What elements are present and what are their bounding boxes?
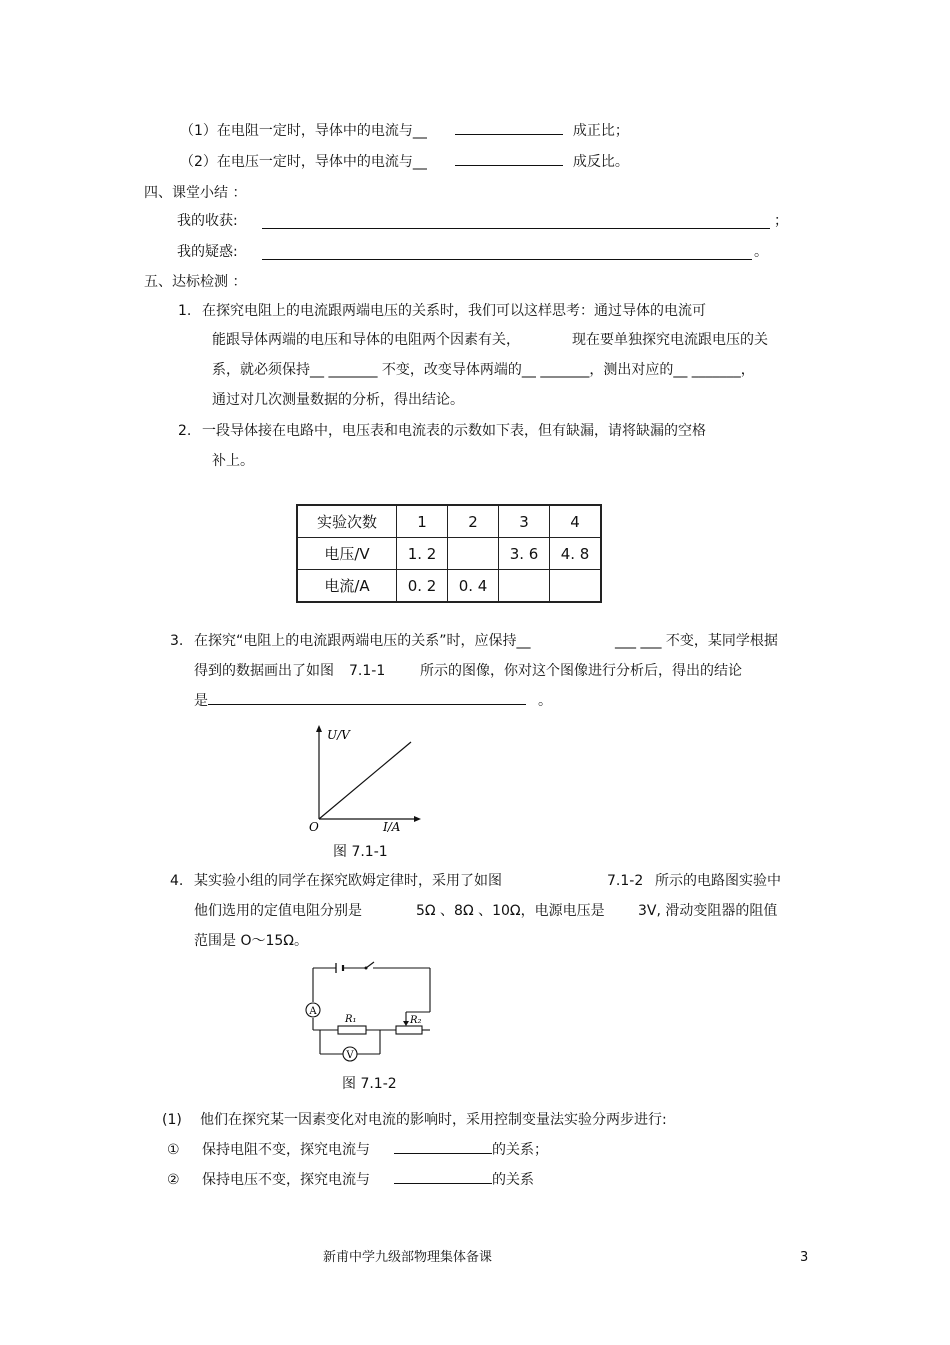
line-voltage-constant: （2）在电压一定时，导体中的电流与__ 成反比。 (180, 154, 629, 170)
heading-summary: 四、课堂小结 ： (144, 185, 247, 201)
table-cell: 1. 2 (397, 538, 448, 570)
resistor-r1-icon (338, 1026, 366, 1034)
q2-line2: 补上。 (212, 453, 254, 469)
q3-line1a: 在探究“电阻上的电流跟两端电压的关系”时，应保持__ (194, 633, 531, 649)
p1-a-number: ① (167, 1142, 180, 1158)
table-row (297, 538, 601, 570)
q4-line1c: 所示的电路图实验中 (655, 873, 781, 889)
doubt-blank[interactable] (262, 259, 752, 260)
table-header: 实验次数 (297, 505, 397, 538)
table-cell: 电压/V (297, 538, 397, 570)
table-cell: 4. 8 (550, 538, 602, 570)
q1-line1: 在探究电阻上的电流跟两端电压的关系时，我们可以这样思考：通过导体的电流可 (202, 303, 706, 319)
q1-line2b: 现在要单独探究电流跟电压的关 (572, 332, 768, 348)
switch-pivot (365, 967, 368, 970)
label-doubt: 我的疑惑: (177, 244, 238, 260)
caption-7-1-1: 图 7.1-1 (333, 844, 388, 860)
q3-line2c: 所示的图像，你对这个图像进行分析后，得出的结论 (420, 663, 742, 679)
table-cell: 电流/A (297, 570, 397, 603)
p1-a-line: 保持电阻不变，探究电流与 的关系； (202, 1142, 548, 1158)
q4-line2b: 5Ω 、8Ω 、10Ω，电源电压是 (416, 903, 605, 919)
slider-arrow-icon (403, 1021, 409, 1026)
q2-number: 2. (178, 423, 192, 439)
blank[interactable] (394, 1141, 492, 1154)
table-cell-empty[interactable] (448, 538, 499, 570)
table-header: 1 (397, 505, 448, 538)
q1-line2a: 能跟导体两端的电压和导体的电阻两个因素有关， (212, 332, 520, 348)
q3-line2b: 7.1-1 (349, 663, 386, 679)
caption-7-1-2: 图 7.1-2 (342, 1076, 397, 1092)
blank[interactable] (455, 122, 563, 135)
data-table (296, 504, 602, 603)
p1-b-number: ② (167, 1172, 180, 1188)
circuit-wires (313, 968, 430, 1054)
table-cell-empty[interactable] (499, 570, 550, 603)
graph-line (319, 742, 411, 819)
q1-number: 1. (178, 303, 192, 319)
table-cell-empty[interactable] (550, 570, 602, 603)
q4-line1a: 某实验小组的同学在探究欧姆定律时，采用了如图 (194, 873, 502, 889)
table-cell: 0. 2 (397, 570, 448, 603)
q4-line3: 范围是 O～15Ω。 (194, 933, 308, 949)
rheostat-r2-icon (396, 1026, 422, 1034)
r2-label: R₂ (410, 1015, 422, 1026)
x-axis-arrow (414, 816, 421, 822)
p1-b-line: 保持电压不变，探究电流与 的关系 (202, 1172, 534, 1188)
table-row (297, 570, 601, 603)
graph-7-1-1 (305, 722, 430, 837)
q4-line2c: 3V, 滑动变阻器的阻值 (638, 903, 778, 919)
y-axis-label: U/V (327, 728, 350, 742)
q1-line3: 系，就必须保持__ _______ 不变，改变导体两端的__ _______，测出对应的__ _______， (212, 362, 755, 378)
q2-line1: 一段导体接在电路中，电压表和电流表的示数如下表，但有缺漏，请将缺漏的空格 (202, 423, 706, 439)
table-header: 4 (550, 505, 602, 538)
q4-line2a: 他们选用的定值电阻分别是 (194, 903, 362, 919)
q4-line1b: 7.1-2 (607, 873, 644, 889)
conclusion-blank[interactable] (208, 692, 526, 705)
y-axis-arrow (316, 725, 322, 732)
label-gain: 我的收获: (177, 213, 238, 229)
table-cell: 3. 6 (499, 538, 550, 570)
page-number: 3 (800, 1250, 809, 1265)
blank[interactable] (455, 153, 563, 166)
q3-line2a: 得到的数据画出了如图 (194, 663, 334, 679)
q3-line1b: ___ ___ 不变，某同学根据 (615, 633, 778, 649)
gain-blank[interactable] (262, 228, 770, 229)
switch-icon (366, 962, 374, 968)
table-header: 2 (448, 505, 499, 538)
r1-label: R₁ (345, 1014, 357, 1025)
origin-label: O (309, 820, 319, 834)
voltmeter-label: V (346, 1050, 354, 1061)
p1-number: (1) (162, 1112, 182, 1128)
footer-title: 新甫中学九级部物理集体备课 (323, 1250, 493, 1265)
circuit-7-1-2 (300, 960, 440, 1065)
q1-line4: 通过对几次测量数据的分析，得出结论。 (212, 392, 464, 408)
line-resistance-constant: （1）在电阻一定时，导体中的电流与__ 成正比； (180, 123, 629, 139)
q3-number: 3. (170, 633, 184, 649)
table-header-row (297, 505, 601, 538)
table-header: 3 (499, 505, 550, 538)
table-cell: 0. 4 (448, 570, 499, 603)
q4-number: 4. (170, 873, 184, 889)
q3-line3: 是 。 (194, 693, 552, 709)
heading-test: 五、达标检测 ： (144, 274, 247, 290)
blank[interactable] (394, 1171, 492, 1184)
p1-text: 他们在探究某一因素变化对电流的影响时，采用控制变量法实验分两步进行: (200, 1112, 667, 1128)
ammeter-label: A (309, 1006, 317, 1017)
x-axis-label: I/A (383, 820, 401, 834)
